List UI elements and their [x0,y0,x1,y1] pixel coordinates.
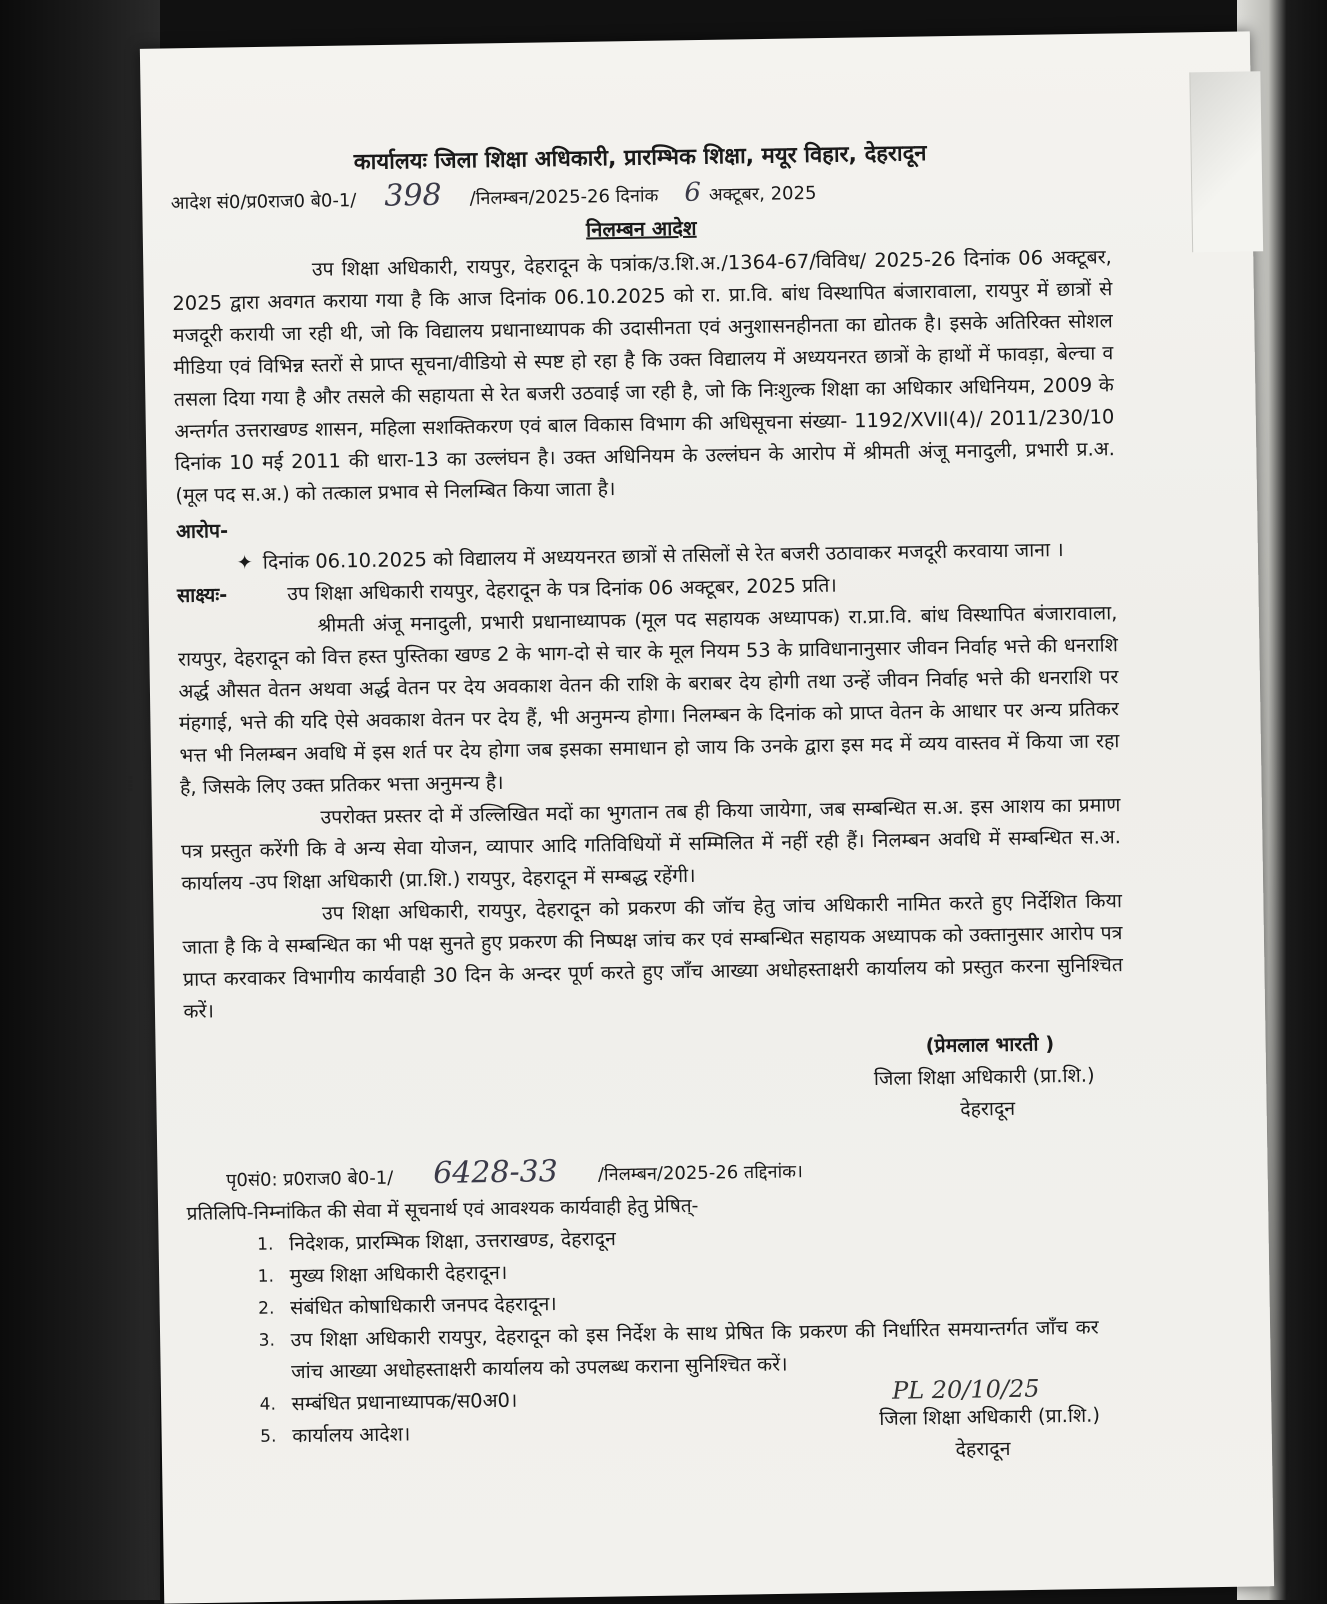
paper-fold [1189,71,1263,252]
list-item: 1. निदेशक, प्रारम्भिक शिक्षा, उत्तराखण्ड, देहरादून [257,1227,616,1256]
paragraph-4: उप शिक्षा अधिकारी, रायपुर, देहरादून को प्रकरण की जॉच हेतु जांच अधिकारी नामित करते हुए निर्देशित किया जाता है कि वे सम्बन्धित का भी पक्ष सुनते हुए प्रकरण की निष्पक्ष जांच कर एवं सम्बन्धित सहायक अध्यापक को उक्तानुसार आरोप पत्र प्राप्त करवाकर विभागीय कार्यवाही 30 दिन के अन्दर पूर्ण करते हुए जाँच आख्या अधोहस्ताक्षरी कार्यालय को प्रस्तुत करना सुनिश्चित करें। [182,889,1124,1023]
charge-bullet-icon: ✦ [236,550,254,575]
copy-ref-prefix: पृ0सं0: प्र0राज0 बे0-1/ [226,1167,394,1192]
order-ref-suffix: /निलम्बन/2025-26 दिनांक [469,185,659,210]
handwritten-signature: PL 20/10/25 [891,1374,1040,1405]
list-item: 4. सम्बंधित प्रधानाध्यापक/स0अ0। [259,1388,518,1416]
signatory2-place: देहरादून [955,1436,1011,1461]
copy-heading: प्रतिलिपि-निम्नांकित की सेवा में सूचनार्थ एवं आवश्यक कार्यवाही हेतु प्रेषित्- [186,1194,699,1225]
copy-ref-suffix: /निलम्बन/2025-26 तद्दिनांक। [597,1161,804,1186]
background-left-edge [0,0,160,1600]
signatory-name: (प्रेमलाल भारती ) [925,1032,1055,1058]
margin-mark-1: ⁝ [118,678,127,703]
order-ref-prefix: आदेश सं0/प्र0राज0 बे0-1/ [170,190,357,214]
margin-mark-2: ⁞ [126,772,135,797]
order-day-handwritten: 6 [684,177,702,208]
list-item: 2. संबंधित कोषाधिकारी जनपद देहरादून। [258,1292,557,1320]
paragraph-1: उप शिक्षा अधिकारी, रायपुर, देहरादून के पत्रांक/उ.शि.अ./1364-67/विविध/ 2025-26 दिनांक 06 अक्टूबर, 2025 द्वारा अवगत कराया गया है कि आज दिनांक 06.10.2025 को रा. प्रा.वि. बांध विस्थापित बंजारावाला, रायपुर में छात्रों से मजदूरी करायी जा रही थी, जो कि विद्यालय प्रधानाध्यापक की उदासीनता एवं अनुशासनहीनता का द्योतक है। इसके अतिरिक्त सोशल मीडिया एवं विभिन्न स्तरों से प्राप्त सूचना/वीडियो से स्पष्ट हो रहा है कि उक्त विद्यालय में अध्ययनरत छात्रों के हाथों में फावड़ा, बेल्चा व तसला दिया गया है और तसले की सहायता से रेत बजरी उठवाई जा रही है, जो कि निःशुल्क शिक्षा का अधिकार अधिनियम, 2009 के अन्तर्गत उत्तराखण्ड शासन, महिला सशक्तिकरण एवं बाल विकास विभाग की अधिसूचना संख्या- 1192/XVII(4)/ 2011/230/10 दिनांक 10 मई 2011 की धारा-13 का उल्लंघन है। उक्त अधिनियम के उल्लंघन के आरोप में श्रीमती अंजू मनादुली, प्रभारी प्र.अ. (मूल पद स.अ.) को तत्काल प्रभाव से निलम्बित किया जाता है। [172,245,1115,507]
signatory-designation: जिला शिक्षा अधिकारी (प्रा.शि.) [873,1063,1095,1091]
list-item: 3. उप शिक्षा अधिकारी रायपुर, देहरादून को इस निर्देश के साथ प्रेषित कि प्रकरण की निर्धारित समयान्तर्गत जाँच कर जांच आख्या अधोहस्ताक्षरी कार्यालय को उपलब्ध कराना सुनिश्चित करें। [258,1315,1099,1384]
document-content [170,135,1131,1478]
order-title: निलम्बन आदेश [585,215,697,242]
paragraph-3: उपरोक्त प्रस्तर दो में उल्लिखित मदों का भुगतान तब ही किया जायेगा, जब सम्बन्धित स.अ. इस आशय का प्रमाण पत्र प्रस्तुत करेंगी कि वे अन्य सेवा योजन, व्यापार आदि गतिविधियों में सम्मिलित में नहीं रही हैं। निलम्बन अवधि में सम्बन्धित स.अ. कार्यालय -उप शिक्षा अधिकारी (प्रा.शि.) रायपुर, देहरादून में सम्बद्ध रहेंगी। [180,793,1122,895]
order-date-suffix: अक्टूबर, 2025 [708,182,817,206]
evidence-text: उप शिक्षा अधिकारी रायपुर, देहरादून के पत्र दिनांक 06 अक्टूबर, 2025 प्रति। [287,573,837,606]
office-header: कार्यालयः जिला शिक्षा अधिकारी, प्रारम्भिक शिक्षा, मयूर विहार, देहरादून [353,141,927,176]
paragraph-2: श्रीमती अंजू मनादुली, प्रभारी प्रधानाध्यापक (मूल पद सहायक अध्यापक) रा.प्रा.वि. बांध विस्थापित बंजारावाला, रायपुर, देहरादून को वित्त हस्त पुस्तिका खण्ड 2 के भाग-दो से चार के मूल नियम 53 के प्राविधानानुसार जीवन निर्वाह भत्ते की धनराशि अर्द्ध औसत वेतन अथवा अर्द्ध वेतन पर देय अवकाश वेतन की राशि के बराबर देय होगी तथा उन्हें जीवन निर्वाह भत्ते की धनराशि पर मंहगाई, भत्ते की यदि ऐसे अवकाश वेतन पर देय हैं, भी अनुमन्य होगा। निलम्बन के दिनांक को प्राप्त वेतन के आधार पर अन्य प्रतिकर भत्त भी निलम्बन अवधि में इस शर्त पर देय होगा जब इसका समाधान हो जाय कि उनके द्वारा इस मद में व्यय वास्तव में किया जा रहा है, जिसके लिए उक्त प्रतिकर भत्ता अनुमन्य है। [177,601,1120,799]
list-item: 5. कार्यालय आदेश। [260,1422,411,1448]
evidence-heading: साक्ष्यः- [176,583,228,607]
signatory-place: देहरादून [960,1096,1016,1121]
order-number-handwritten: 398 [384,177,442,214]
charge-text: दिनांक 06.10.2025 को विद्यालय में अध्ययनरत छात्रों से तसिलों से रेत बजरी उठावाकर मजदूरी करवाया जाना । [262,538,1064,574]
list-item: 1. मुख्य शिक्षा अधिकारी देहरादून। [257,1260,508,1288]
signatory2-designation: जिला शिक्षा अधिकारी (प्रा.शि.) [879,1403,1101,1431]
copy-number-handwritten: 6428-33 [432,1154,559,1191]
charge-heading: आरोप- [175,519,229,543]
signature-block [184,1027,1125,1138]
